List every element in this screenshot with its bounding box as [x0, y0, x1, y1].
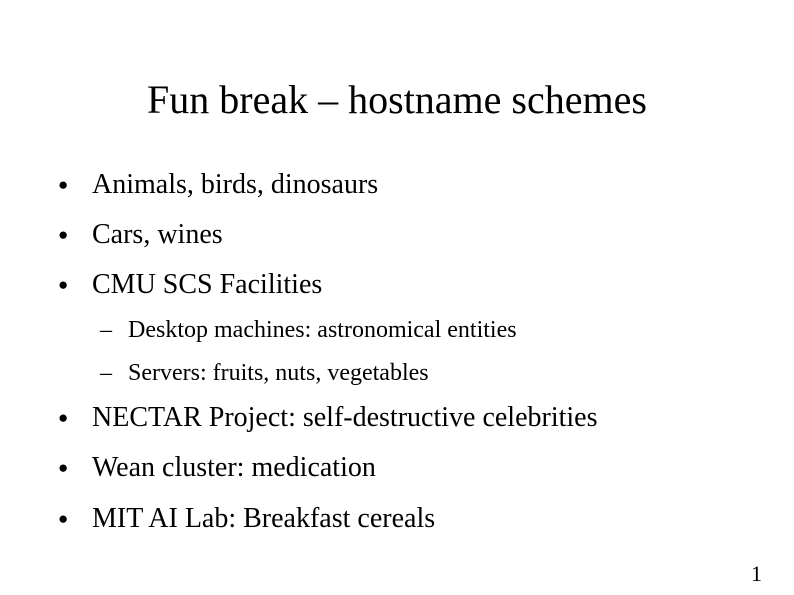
sub-bullet-text: Desktop machines: astronomical entities	[128, 317, 517, 343]
bullet-icon: ●	[58, 225, 69, 244]
dash-bullet-icon: –	[100, 317, 112, 343]
bullet-item	[58, 218, 558, 252]
bullet-icon: ●	[58, 458, 69, 477]
bullet-text: Animals, birds, dinosaurs	[92, 169, 379, 200]
bullet-icon: ●	[58, 275, 69, 294]
page-number: 1	[751, 561, 762, 586]
sub-bullet-item	[100, 358, 660, 388]
bullet-text: CMU SCS Facilities	[92, 269, 323, 300]
bullet-item	[58, 268, 558, 302]
bullet-text: MIT AI Lab: Breakfast cereals	[92, 503, 436, 534]
bullet-icon: ●	[58, 408, 69, 427]
dash-bullet-icon: –	[100, 360, 112, 386]
bullet-text: NECTAR Project: self-destructive celebrities	[92, 402, 598, 433]
bullet-item	[58, 451, 718, 485]
bullet-icon: ●	[58, 509, 69, 528]
bullet-text: Cars, wines	[92, 219, 223, 250]
bullet-item	[58, 168, 558, 202]
slide-title: Fun break – hostname schemes	[147, 77, 647, 122]
bullet-icon: ●	[58, 175, 69, 194]
bullet-text: Wean cluster: medication	[92, 452, 376, 483]
sub-bullet-text: Servers: fruits, nuts, vegetables	[128, 360, 429, 386]
bullet-item	[58, 502, 718, 536]
sub-bullet-item	[100, 315, 660, 345]
bullet-item	[58, 401, 718, 435]
